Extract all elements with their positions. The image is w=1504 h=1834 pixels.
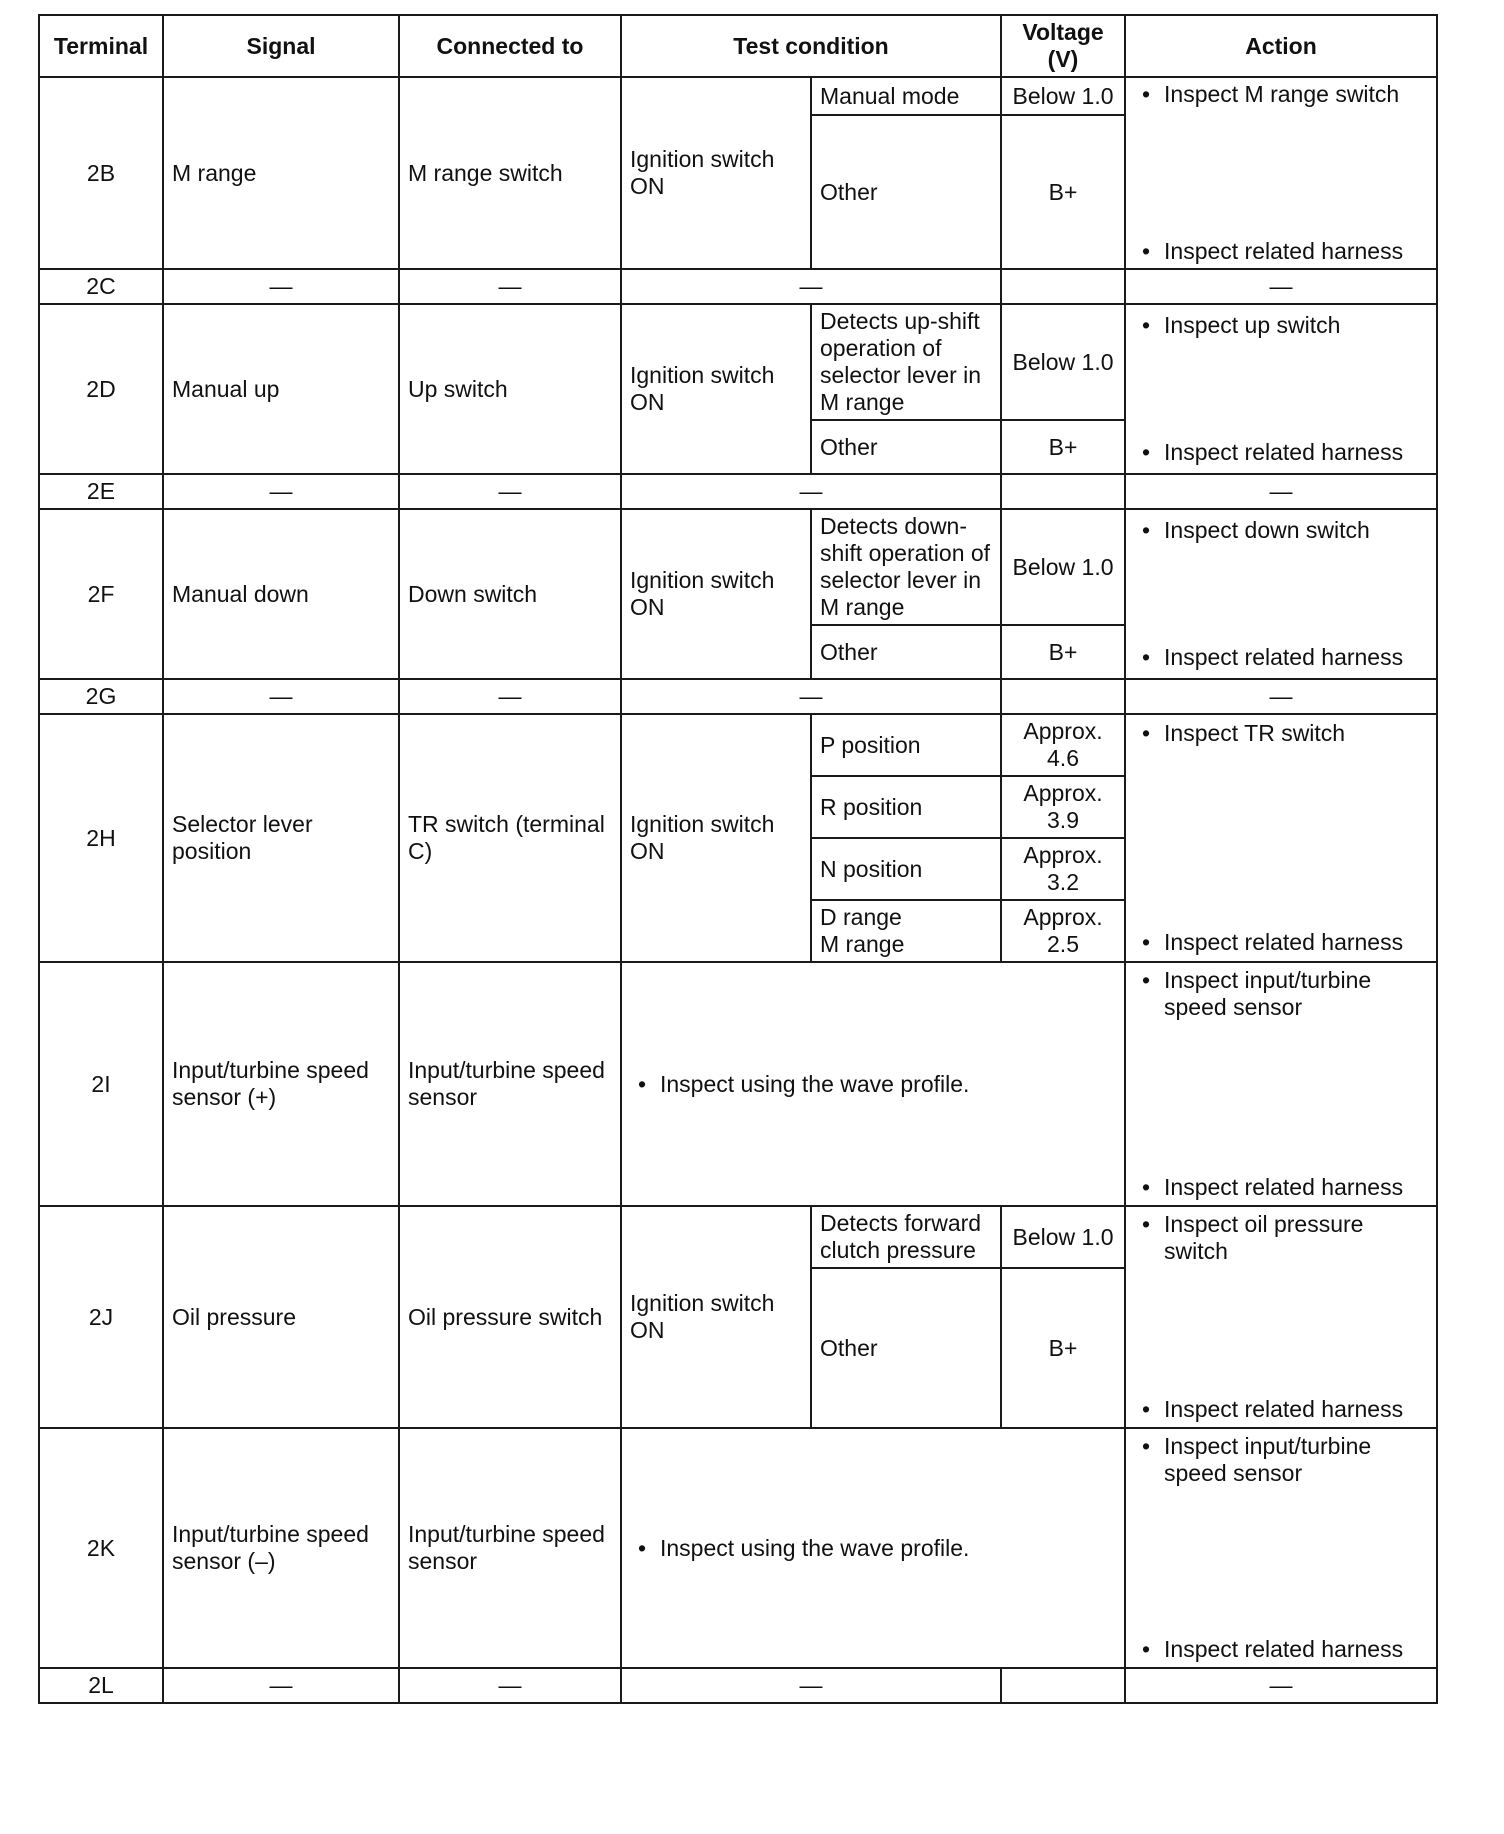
voltage-cell: B+ — [1001, 625, 1125, 679]
connected-cell: — — [399, 1668, 621, 1703]
condition-cell — [811, 900, 1001, 962]
terminal-cell: 2L — [39, 1668, 163, 1703]
terminal-cell: 2C — [39, 269, 163, 304]
terminal-cell: 2K — [39, 1428, 163, 1668]
terminal-cell: 2H — [39, 714, 163, 962]
connected-cell: Input/turbine speed sensor — [399, 962, 621, 1206]
action-cell — [1125, 962, 1437, 1206]
voltage-cell: Approx. 3.2 — [1001, 838, 1125, 900]
terminal-cell: 2I — [39, 962, 163, 1206]
action-item: Inspect related harness — [1164, 929, 1404, 955]
action-item: Inspect related harness — [1164, 238, 1404, 264]
terminal-cell: 2B — [39, 77, 163, 269]
condition-cell: Other — [811, 625, 1001, 679]
connected-cell: Up switch — [399, 304, 621, 474]
connected-cell: — — [399, 269, 621, 304]
condition-cell: Detects down-shift operation of selector lever in M range — [811, 509, 1001, 625]
action-item: Inspect TR switch — [1164, 720, 1346, 746]
voltage-cell: Approx. 3.9 — [1001, 776, 1125, 838]
voltage-cell: B+ — [1001, 420, 1125, 474]
bullet-icon: • — [1142, 81, 1151, 107]
bullet-icon: • — [1142, 929, 1151, 955]
test-condition-cell: Ignition switch ON — [621, 77, 811, 269]
terminal-cell: 2G — [39, 679, 163, 714]
test-condition-cell: Ignition switch ON — [621, 304, 811, 474]
bullet-icon: • — [1142, 439, 1151, 465]
header-action: Action — [1125, 15, 1437, 77]
condition-cell: Other — [811, 115, 1001, 269]
bullet-icon: • — [638, 1534, 647, 1561]
header-signal: Signal — [163, 15, 399, 77]
test-condition-cell: Ignition switch ON — [621, 509, 811, 679]
terminal-cell: 2E — [39, 474, 163, 509]
action-cell — [1125, 304, 1437, 474]
connected-cell: — — [399, 474, 621, 509]
action-cell: — — [1125, 679, 1437, 714]
bullet-icon: • — [638, 1070, 647, 1097]
test-condition-text: Inspect using the wave profile. — [660, 1070, 970, 1097]
connected-cell: Input/turbine speed sensor — [399, 1428, 621, 1668]
test-condition-cell: Ignition switch ON — [621, 1206, 811, 1428]
bullet-icon: • — [1142, 967, 1151, 993]
test-condition-cell: — — [621, 1668, 1001, 1703]
connected-cell: M range switch — [399, 77, 621, 269]
table-row-2E — [39, 474, 1437, 509]
action-cell: — — [1125, 269, 1437, 304]
bullet-icon: • — [1142, 1211, 1151, 1237]
terminal-cell: 2D — [39, 304, 163, 474]
test-condition-cell: — — [621, 269, 1001, 304]
table-row-2J — [39, 1206, 1437, 1268]
signal-cell: Selector lever position — [163, 714, 399, 962]
table-row-2G — [39, 679, 1437, 714]
header-test-condition: Test condition — [621, 15, 1001, 77]
bullet-icon: • — [1142, 517, 1151, 543]
condition-cell: Other — [811, 1268, 1001, 1428]
test-condition-cell — [621, 962, 1125, 1206]
signal-cell: Input/turbine speed sensor (+) — [163, 962, 399, 1206]
voltage-cell: Below 1.0 — [1001, 509, 1125, 625]
condition-cell: N position — [811, 838, 1001, 900]
header-row — [39, 15, 1437, 77]
voltage-cell: Below 1.0 — [1001, 1206, 1125, 1268]
header-voltage: Voltage (V) — [1001, 15, 1125, 77]
bullet-icon: • — [1142, 1636, 1151, 1662]
header-terminal: Terminal — [39, 15, 163, 77]
bullet-icon: • — [1142, 720, 1151, 746]
voltage-cell: B+ — [1001, 115, 1125, 269]
signal-cell: — — [163, 679, 399, 714]
voltage-cell — [1001, 1668, 1125, 1703]
signal-cell: Input/turbine speed sensor (–) — [163, 1428, 399, 1668]
condition-cell: Detects forward clutch pressure — [811, 1206, 1001, 1268]
signal-cell: Manual down — [163, 509, 399, 679]
action-item: Inspect input/turbine speed sensor — [1164, 1433, 1372, 1486]
terminal-voltage-table — [38, 14, 1438, 1704]
action-cell — [1125, 714, 1437, 962]
bullet-icon: • — [1142, 1174, 1151, 1200]
bullet-icon: • — [1142, 312, 1151, 338]
condition-line: M range — [820, 931, 905, 957]
table-row-2F — [39, 509, 1437, 625]
table-row-2L — [39, 1668, 1437, 1703]
condition-cell: R position — [811, 776, 1001, 838]
action-cell — [1125, 77, 1437, 269]
signal-cell: — — [163, 269, 399, 304]
action-item: Inspect up switch — [1164, 312, 1341, 338]
test-condition-cell: Ignition switch ON — [621, 714, 811, 962]
bullet-icon: • — [1142, 1433, 1151, 1459]
test-condition-text: Inspect using the wave profile. — [660, 1534, 970, 1561]
condition-line: D range — [820, 904, 902, 930]
action-cell — [1125, 1206, 1437, 1428]
terminal-cell: 2F — [39, 509, 163, 679]
action-cell: — — [1125, 474, 1437, 509]
action-cell — [1125, 509, 1437, 679]
voltage-cell: Approx. 4.6 — [1001, 714, 1125, 776]
signal-cell: Oil pressure — [163, 1206, 399, 1428]
action-item: Inspect oil pressure switch — [1164, 1211, 1364, 1264]
action-item: Inspect down switch — [1164, 517, 1370, 543]
action-cell: — — [1125, 1668, 1437, 1703]
voltage-cell — [1001, 679, 1125, 714]
table-row-2B — [39, 77, 1437, 115]
voltage-cell — [1001, 474, 1125, 509]
bullet-icon: • — [1142, 644, 1151, 670]
voltage-cell — [1001, 269, 1125, 304]
action-item: Inspect related harness — [1164, 1396, 1404, 1422]
bullet-icon: • — [1142, 1396, 1151, 1422]
connected-cell: Oil pressure switch — [399, 1206, 621, 1428]
table-row-2I — [39, 962, 1437, 1206]
voltage-cell: Approx. 2.5 — [1001, 900, 1125, 962]
condition-cell: Manual mode — [811, 77, 1001, 115]
action-item: Inspect related harness — [1164, 439, 1404, 465]
signal-cell: — — [163, 1668, 399, 1703]
action-item: Inspect related harness — [1164, 644, 1404, 670]
terminal-cell: 2J — [39, 1206, 163, 1428]
test-condition-cell: — — [621, 679, 1001, 714]
voltage-cell: Below 1.0 — [1001, 77, 1125, 115]
connected-cell: Down switch — [399, 509, 621, 679]
table-row-2K — [39, 1428, 1437, 1668]
action-item: Inspect M range switch — [1164, 81, 1400, 107]
voltage-cell: Below 1.0 — [1001, 304, 1125, 420]
test-condition-cell: — — [621, 474, 1001, 509]
condition-cell: Other — [811, 420, 1001, 474]
table-row-2H — [39, 714, 1437, 776]
connected-cell: TR switch (terminal C) — [399, 714, 621, 962]
table-row-2D — [39, 304, 1437, 420]
signal-cell: M range — [163, 77, 399, 269]
action-item: Inspect related harness — [1164, 1636, 1404, 1662]
action-item: Inspect related harness — [1164, 1174, 1404, 1200]
header-connected-to: Connected to — [399, 15, 621, 77]
connected-cell: — — [399, 679, 621, 714]
signal-cell: Manual up — [163, 304, 399, 474]
action-item: Inspect input/turbine speed sensor — [1164, 967, 1372, 1020]
table-row-2C — [39, 269, 1437, 304]
voltage-cell: B+ — [1001, 1268, 1125, 1428]
condition-cell: P position — [811, 714, 1001, 776]
bullet-icon: • — [1142, 238, 1151, 264]
action-cell — [1125, 1428, 1437, 1668]
condition-cell: Detects up-shift operation of selector lever in M range — [811, 304, 1001, 420]
test-condition-cell — [621, 1428, 1125, 1668]
signal-cell: — — [163, 474, 399, 509]
